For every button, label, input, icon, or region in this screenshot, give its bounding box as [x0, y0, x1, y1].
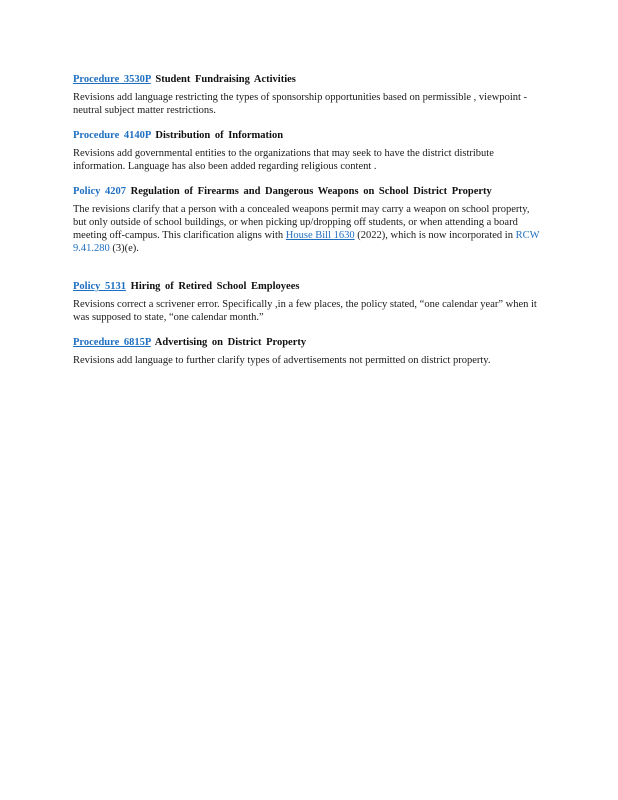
procedure-3530p-link[interactable]: Procedure 3530P [73, 74, 151, 85]
policy-4207-ref: Policy 4207 [73, 186, 127, 197]
policy-5131-link[interactable]: Policy 5131 [73, 281, 127, 292]
section-procedure-6815p [73, 336, 543, 367]
section-title: Hiring of Retired School Employees [130, 281, 300, 292]
section-title: Advertising on District Property [154, 337, 307, 348]
section-title: Distribution of Information [155, 130, 284, 141]
section-procedure-3530p [73, 73, 543, 117]
procedure-6815p-link[interactable]: Procedure 6815P [73, 337, 151, 348]
house-bill-1630-link[interactable]: House Bill 1630 [285, 230, 355, 241]
body-text-part: (2022), which is now incorporated in [354, 230, 516, 241]
body-text-part: (3)(e). [109, 243, 139, 254]
section-heading [73, 129, 543, 142]
section-policy-5131 [73, 280, 543, 324]
section-heading [73, 336, 543, 349]
section-body [73, 203, 543, 255]
body-text-part: The revisions clarify that a person with a concealed weapons permit may carry a weapon on school property, but only outside of school buildings, or when picking up/dropping off students, or when attending a board meeting off-campus. This clarification aligns with [73, 204, 530, 241]
section-heading [73, 185, 543, 198]
section-body: Revisions add language to further clarify types of advertisements not permitted on district property. [73, 355, 491, 366]
section-body: Revisions add governmental entities to the organizations that may seek to have the district distribute information. Language has also been added regarding religious content . [73, 148, 494, 172]
section-title: Student Fundraising Activities [155, 74, 296, 85]
section-procedure-4140p [73, 129, 543, 173]
section-body: Revisions correct a scrivener error. Specifically ,in a few places, the policy stated, “one calendar year” when it was supposed to state, “one calendar month.” [73, 299, 537, 323]
section-body: Revisions add language restricting the types of sponsorship opportunities based on permissible , viewpoint -neutral subject matter restrictions. [73, 92, 528, 116]
section-heading [73, 73, 543, 86]
section-policy-4207 [73, 185, 543, 255]
section-heading [73, 280, 543, 293]
section-title: Regulation of Firearms and Dangerous Weapons on School District Property [130, 186, 492, 197]
rcw-9-41-280-link[interactable]: RCW 9.41.280 [73, 230, 540, 254]
procedure-4140p-ref: Procedure 4140P [73, 130, 151, 141]
